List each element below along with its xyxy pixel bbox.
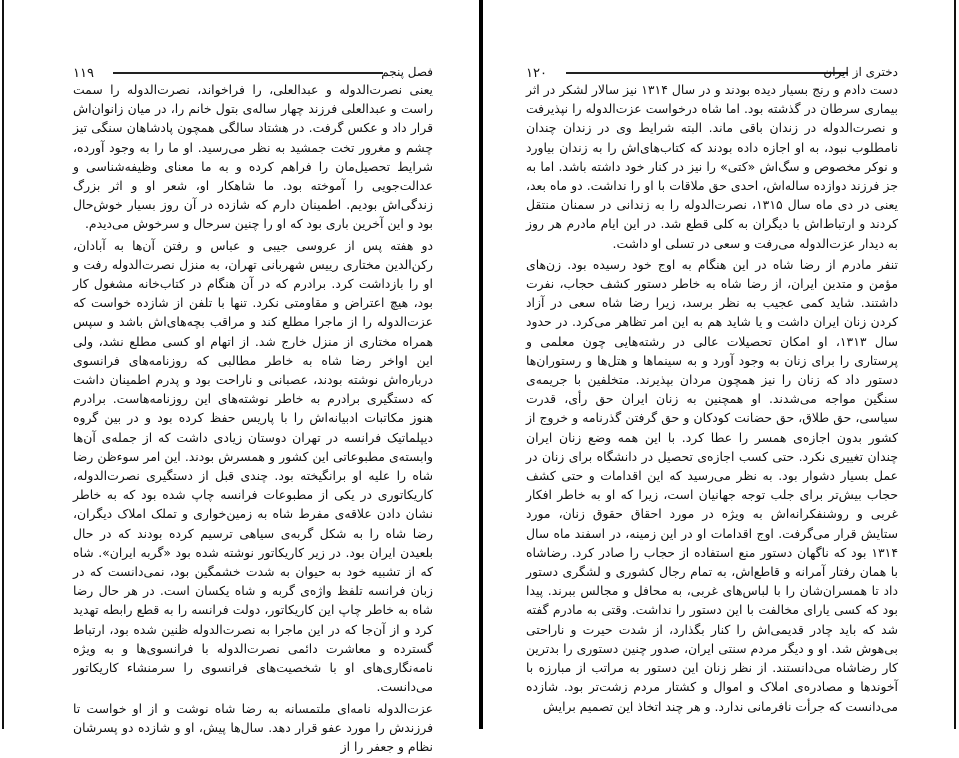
right-page-edge [954,0,956,729]
paragraph: تنفر مادرم از رضا شاه در این هنگام به اوج خود رسیده بود. زن‌های مؤمن و متدین ایران، از رضا شاه به خاطر دستور کشف حجاب، نفرت داشتند. شاید کمی عجیب به نظر برسد، زیرا رضا شاه سعی در آزاد کردن زنان ایران داشت و یا شاید هم به این امر تظاهر می‌کرد. در حدود سال ۱۳۱۳، او امکان تحصیلات عالی در رشته‌هایی چون معلمی و پرستاری را برای زنان به وجود آورد و به سینماها و هتل‌ها و رستوران‌ها دستور داد که زنان را نیز همچون مردان بپذیرند. متخلفین با جریمه‌ی سنگین مواجه می‌شدند. او همچنین به زنان ایران حق رأی، قدرت سیاسی، حق طلاق، حق حضانت کودکان و حق گرفتن گذرنامه و خروج از کشور بدون اجازه‌ی همسر را عطا کرد. با این همه وضع زنان ایران چندان تغییری نکرد. حتی کسب اجازه‌ی تحصیل در دانشگاه برای زنان در عمل بسیار دشوار بود. به نظر می‌رسید که این اقدامات و حتی کشف حجاب بیش‌تر برای جلب توجه جهانیان است، زیرا که او به خاطر افکار غربی و روشنفکرانه‌اش به ویژه در مورد احقاق حقوق زنان، مورد ستایش قرار می‌گرفت. اوج اقدامات او در این زمینه، در اسفند ماه سال ۱۳۱۴ بود که ناگهان دستور منع استفاده از حجاب را صادر کرد. رضاشاه با همان رفتار آمرانه و قاطع‌اش، به تمام رجال کشوری و لشگری دستور داد تا همسران‌شان را با لباس‌های غربی، به محافل و مجالس ببرند. پیدا بود که کسی یارای مخالفت با این دستور را نداشت. وقتی به مادرم گفته شد که باید چادر قدیمی‌اش را کنار بگذارد، از شدت حیرت و ناراحتی بی‌هوش شد. او و دیگر مردم سنتی ایران، صدور چنین دستوری را بدترین کار رضاشاه می‌دانستند. از نظر زنان این دستور به مراتب از مبارزه با آخوندها و مصادره‌ی املاک و اموال و کشتار مردم زشت‌تر بود. شازده می‌دانست که جرأت نافرمانی ندارد. و هر چند اتخاذ این تصمیم برایش [526,256,898,714]
left-page [0,0,481,754]
right-header-rule [566,72,848,74]
paragraph: دو هفته پس از عروسی جیبی و عباس و رفتن آن‌ها به آبادان، رکن‌الدین مختاری رییس شهربانی تهران، به منزل نصرت‌الدوله رفت و او را بازداشت کرد. برادرم که در آن هنگام در کتاب‌خانه مشغول کار بود، هیچ اعتراض و مقاومتی نکرد. تنها با تلفن از شازده خواست که عزت‌الدوله را از ماجرا مطلع کند و مراقب بچه‌های‌اش باشد و سپس همراه مختاری از منزل خارج شد. از اتهام او کسی مطلع نشد، ولی این اواخر رضا شاه به خاطر مطالبی که روزنامه‌های فرانسوی درباره‌اش نوشته بودند، عصبانی و ناراحت بود و پدرم اطمینان داشت که دستگیری برادرم به خاطر نوشته‌های این روزنامه‌هاست. برادرم هنوز مکاتبات ادبیانه‌اش را با پاریس حفظ کرده بود و در بین گروه دیپلماتیک فرانسه در تهران دوستان زیادی داشت که از جمله‌ی آن‌ها وابسته‌ی مطبوعاتی این کشور و همسرش بودند. این امر سوءظن رضا شاه را علیه او برانگیخته بود. چندی قبل از دستگیری نصرت‌الدوله، کاریکاتوری در یکی از مطبوعات فرانسه چاپ شده بود که به خاطر نشان دادن علاقه‌ی مفرط شاه به زمین‌خواری و تملک املاک دیگران، رضا شاه را به شکل گربه‌ی سیاهی ترسیم کرده بودند که در حال بلعیدن ایران بود. در زیر کاریکاتور نوشته شده بود «گربه ایران». شاه که از تشبیه خود به حیوان به شدت خشمگین بود، نمی‌دانست که در زبان فرانسه تلفظ واژه‌ی گربه و شاه یکسان است. در هر حال رضا شاه به خاطر چاپ این کاریکاتور، دولت فرانسه را به قطع رابطه تهدید کرد و از آن‌جا که در این ماجرا به نصرت‌الدوله ظنین شده بود، ارتباط گسترده و معاشرت دائمی نصرت‌الدوله با فرانسوی‌ها و به ویژه نامه‌نگاری‌های او با شخصیت‌های فرانسوی را سرمنشاء کاریکاتور می‌دانست. [73,237,433,695]
right-page-number: ۱۲۰ [526,66,547,81]
left-page-edge [2,0,4,729]
paragraph: دست دادم و رنج بسیار دیده بودند و در سال ۱۳۱۴ نیز سالار لشکر در اثر بیماری سرطان در گذشته بود. اما شاه درخواست عزت‌الدوله را نپذیرفت و نصرت‌الدوله در زندان باقی ماند. البته شرایط وی در زندان چندان نامطلوب نبود، به او اجازه داده بودند که کتاب‌های‌اش را به زندان بیاورد و نوکر مخصوص و سگ‌اش «کتی» را نیز در کنار خود داشته باشد. اما به جز فرزند دوازده ساله‌اش، احدی حق ملاقات با او را نداشت. دو ماه بعد، یعنی در دی ماه سال ۱۳۱۵، نصرت‌الدوله را به زندانی در سمنان منتقل کردند و ارتباط‌اش با دیگران به کلی قطع شد. در این ایام مادرم هر روز به دیدار عزت‌الدوله می‌رفت و سعی در تسلی او داشت. [526,82,898,251]
left-page-number: ۱۱۹ [73,66,94,81]
left-header-rule [113,72,383,74]
paragraph: یعنی نصرت‌الدوله و عبدالعلی، را فراخواند، نصرت‌الدوله را سمت راست و عبدالعلی فرزند چهار ساله‌ی بتول خانم را، در میان زانوان‌اش قرار داد و عکس گرفت. در هشتاد سالگی همچون پادشاهان سنگی تیز چشم و مغرور تخت جمشید به نظر می‌رسید. او ما را به وجود آورده، شرایط تحصیل‌مان را فراهم کرده و به ما معنای وظیفه‌شناسی و عدالت‌جویی را آموخته بود. ما شاهکار او، شعر او و اثر بزرگ زندگی‌اش بودیم. اطمینان دارم که شازده در آن روز بسیار خوش‌حال بود و این آخرین باری بود که او را چنین سرحال و سرخوش می‌دیدم. [73,82,433,232]
left-body-text [73,80,433,758]
right-body-text [526,80,898,718]
paragraph: عزت‌الدوله نامه‌ای ملتمسانه به رضا شاه نوشت و از او خواست تا فرزندش را مورد عفو قرار دهد. سال‌ها پیش، او و شازده دو پسرشان نظام و جعفر را از [73,700,433,754]
right-book-title: دختری از ایران [823,65,898,79]
right-page [483,0,959,729]
left-chapter-title: فصل پنجم [381,65,433,79]
